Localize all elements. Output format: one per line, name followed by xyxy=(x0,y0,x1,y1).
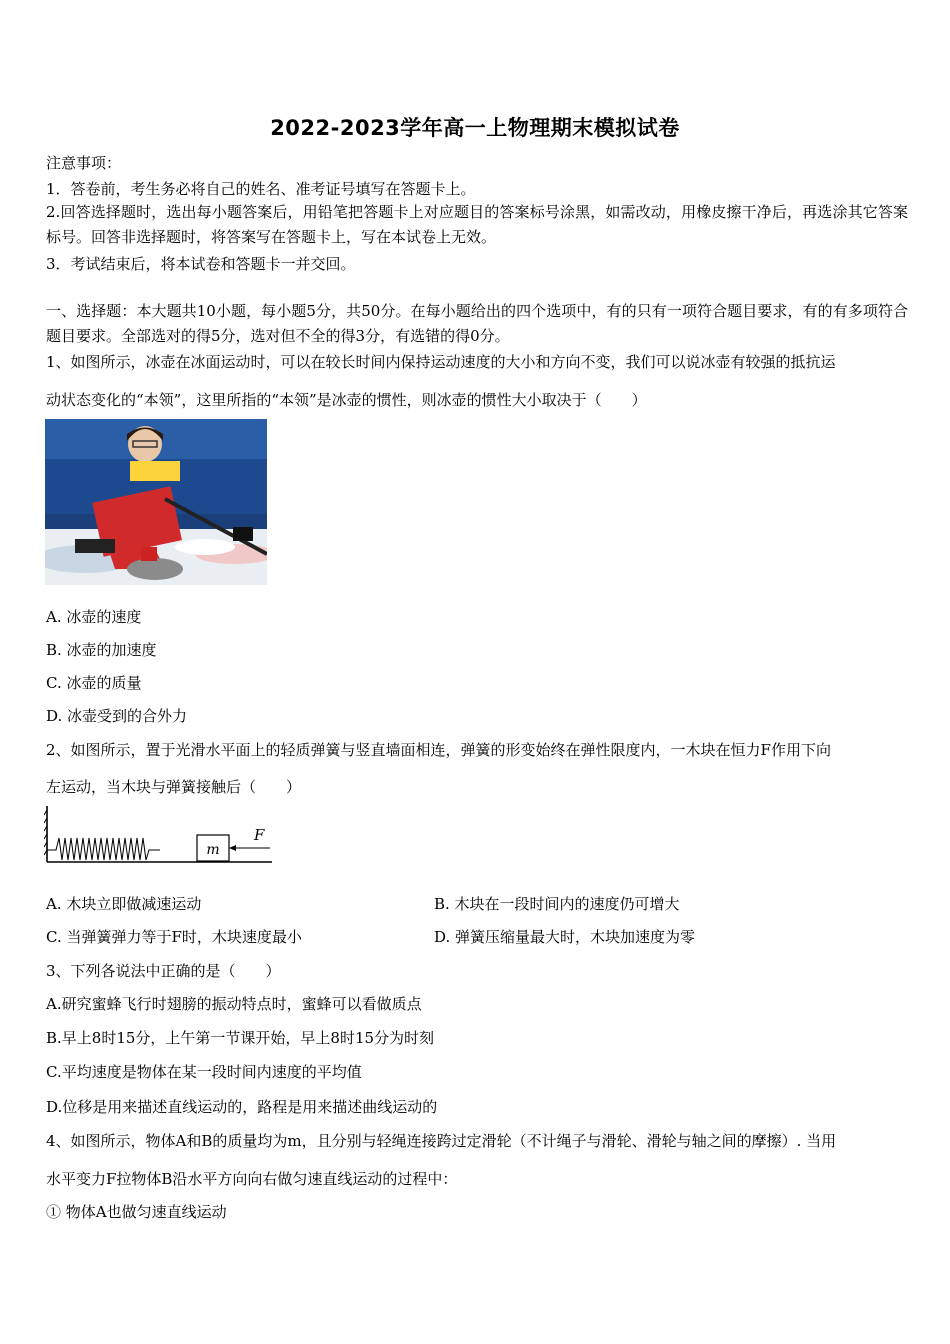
q2-stem-line1: 2、如图所示，置于光滑水平面上的轻质弹簧与竖直墙面相连，弹簧的形变始终在弹性限度内，一木块在恒力F作用下向 xyxy=(46,741,831,759)
curling-photo xyxy=(45,419,267,585)
notice-item-2: 2.回答选择题时，选出每小题答案后，用铅笔把答题卡上对应题目的答案标号涂黑，如需改动，用橡皮擦干净后，再选涂其它答案标号。回答非选择题时，将答案写在答题卡上，写在本试卷上无效。 xyxy=(46,203,908,246)
q4-item-1: ① 物体A也做匀速直线运动 xyxy=(46,1203,227,1221)
q3-option-c: C.平均速度是物体在某一段时间内速度的平均值 xyxy=(46,1063,362,1081)
q4-stem-line1: 4、如图所示，物体A和B的质量均为m，且分别与轻绳连接跨过定滑轮（不计绳子与滑轮、滑轮与轴之间的摩擦）. 当用 xyxy=(46,1132,837,1150)
q1-stem-line2: 动状态变化的“本领”，这里所指的“本领”是冰壶的惯性，则冰壶的惯性大小取决于（ ） xyxy=(46,391,647,409)
q1-option-a: A. 冰壶的速度 xyxy=(46,608,142,626)
q1-stem-line1: 1、如图所示，冰壶在冰面运动时，可以在较长时间内保持运动速度的大小和方向不变，我们可以说冰壶有较强的抵抗运 xyxy=(46,353,836,371)
mass-label: m xyxy=(206,842,220,858)
q2-option-a: A. 木块立即做减速运动 xyxy=(46,895,202,913)
q1-option-b: B. 冰壶的加速度 xyxy=(46,641,157,659)
spring-block-diagram xyxy=(44,806,276,866)
q2-option-d: D. 弹簧压缩量最大时，木块加速度为零 xyxy=(434,928,696,946)
q2-option-c: C. 当弹簧弹力等于F时，木块速度最小 xyxy=(46,928,302,946)
q3-option-a: A.研究蜜蜂飞行时翅膀的振动特点时，蜜蜂可以看做质点 xyxy=(46,995,422,1013)
section-heading: 一、选择题：本大题共10小题，每小题5分，共50分。在每小题给出的四个选项中，有的只有一项符合题目要求，有的有多项符合题目要求。全部选对的得5分，选对但不全的得3分，有选错的得0分。 xyxy=(46,302,908,345)
notice-item-1: 1．答卷前，考生务必将自己的姓名、准考证号填写在答题卡上。 xyxy=(46,180,476,198)
notice-heading: 注意事项： xyxy=(46,154,122,172)
q4-stem-line2: 水平变力F拉物体B沿水平方向向右做匀速直线运动的过程中： xyxy=(46,1170,458,1188)
notice-item-3: 3．考试结束后，将本试卷和答题卡一并交回。 xyxy=(46,255,356,273)
q3-stem: 3、下列各说法中正确的是（ ） xyxy=(46,962,281,980)
q3-option-b: B.早上8时15分，上午第一节课开始，早上8时15分为时刻 xyxy=(46,1029,435,1047)
q2-stem-line2: 左运动，当木块与弹簧接触后（ ） xyxy=(46,778,302,796)
force-label: F xyxy=(254,826,265,844)
curling-image xyxy=(45,419,267,585)
q1-option-c: C. 冰壶的质量 xyxy=(46,674,142,692)
q3-option-d: D.位移是用来描述直线运动的，路程是用来描述曲线运动的 xyxy=(46,1098,438,1116)
q2-option-b: B. 木块在一段时间内的速度仍可增大 xyxy=(434,895,680,913)
q1-option-d: D. 冰壶受到的合外力 xyxy=(46,707,188,725)
page-title: 2022-2023学年高一上物理期末模拟试卷 xyxy=(270,116,680,140)
